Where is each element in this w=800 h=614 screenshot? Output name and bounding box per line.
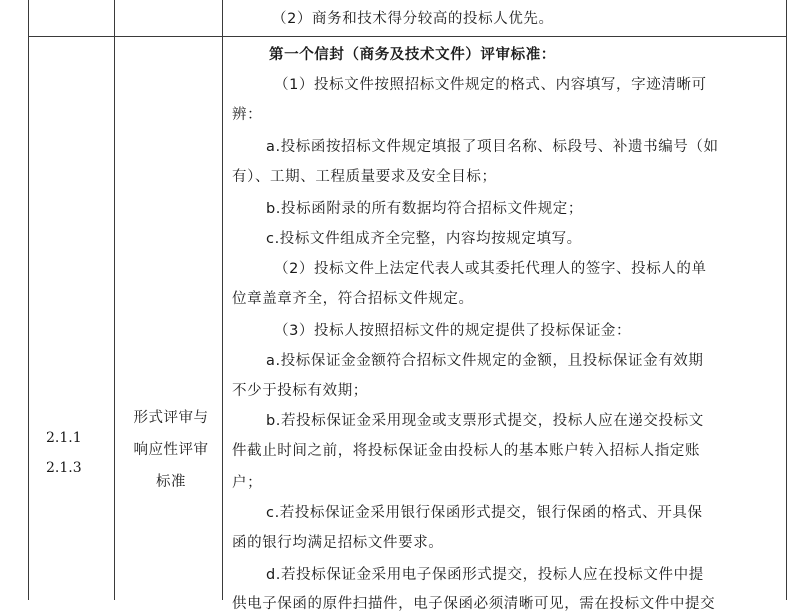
criteria-line: 供电子保函的原件扫描件，电子保函必须清晰可见，需在投标文件中提交 <box>232 596 716 612</box>
clause-number-start: 2.1.1 <box>46 430 82 446</box>
criteria-line: a.投标函按招标文件规定填报了项目名称、标段号、补遗书编号（如 <box>266 139 719 155</box>
factor-label-line-2: 响应性评审 <box>133 442 209 458</box>
criteria-line: （2）投标文件上法定代表人或其委托代理人的签字、投标人的单 <box>274 261 707 277</box>
row-divider <box>28 36 787 37</box>
criteria-line: c.投标文件组成齐全完整，内容均按规定填写。 <box>266 231 582 247</box>
column-divider-1 <box>114 0 115 600</box>
criteria-line: 位章盖章齐全，符合招标文件规定。 <box>232 291 474 307</box>
criteria-line: d.若投标保证金采用电子保函形式提交，投标人应在投标文件中提 <box>266 567 704 583</box>
criteria-line: 户； <box>232 475 263 491</box>
criteria-line: 函的银行均满足招标文件要求。 <box>232 535 444 551</box>
factor-label-line-3: 标准 <box>156 474 186 490</box>
factor-label-line-1: 形式评审与 <box>133 410 209 426</box>
criteria-line: 有）、工期、工程质量要求及安全目标； <box>232 169 497 185</box>
criteria-line: 件截止时间之前，将投标保证金由投标人的基本账户转入招标人指定账 <box>232 443 701 459</box>
criteria-line: 不少于投标有效期； <box>232 383 368 399</box>
criteria-line: （3）投标人按照招标文件的规定提供了投标保证金： <box>274 323 632 339</box>
table-border-left <box>28 0 29 600</box>
criteria-line: c.若投标保证金采用银行保函形式提交，银行保函的格式、开具保 <box>266 505 703 521</box>
criteria-heading: 第一个信封（商务及技术文件）评审标准： <box>269 47 556 63</box>
criteria-line: b.投标函附录的所有数据均符合招标文件规定； <box>266 201 584 217</box>
criteria-line: a.投标保证金金额符合招标文件规定的金额，且投标保证金有效期 <box>266 353 704 369</box>
criteria-line: 辨： <box>232 107 263 123</box>
column-divider-2 <box>222 0 223 600</box>
criteria-line: （1）投标文件按照招标文件规定的格式、内容填写，字迹清晰可 <box>274 77 707 93</box>
previous-row-text: （2）商务和技术得分较高的投标人优先。 <box>272 11 554 27</box>
clause-number-end: 2.1.3 <box>46 460 82 476</box>
criteria-line: b.若投标保证金采用现金或支票形式提交，投标人应在递交投标文 <box>266 413 704 429</box>
table-border-right <box>786 0 787 600</box>
